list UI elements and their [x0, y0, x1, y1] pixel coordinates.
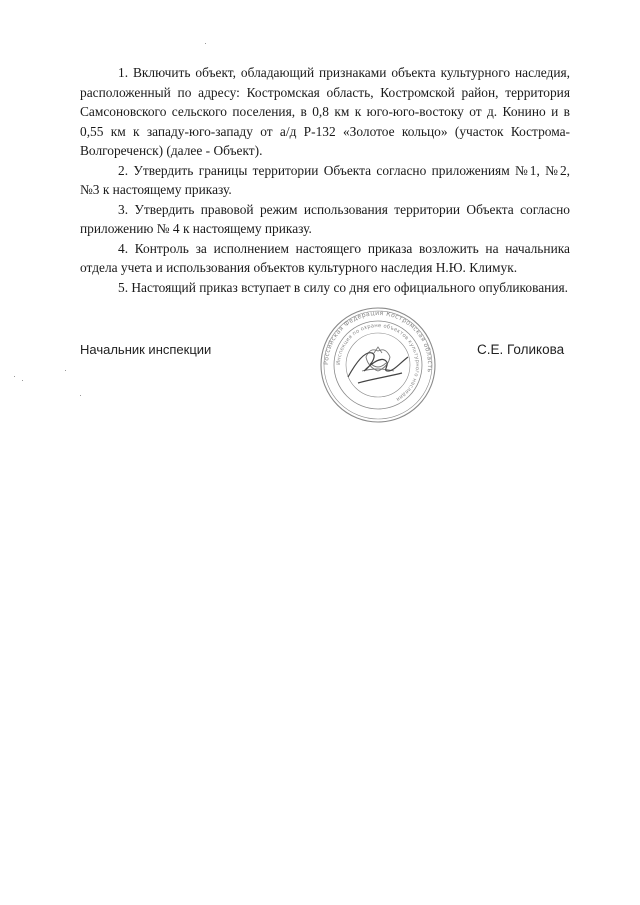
order-body [80, 63, 570, 297]
seal-inner-text: Инспекция по охране объектов культурного наследия [335, 322, 421, 403]
paragraph-3: 3. Утвердить правовой режим использования территории Объекта согласно приложению № 4 к настоящему приказу. [80, 201, 570, 236]
official-seal [318, 305, 438, 425]
paragraph-1: 1. Включить объект, обладающий признаками объекта культурного наследия, расположенный по адресу: Костромская область, Костромской район, территория Самсоновского сельского поселения, в 0,8 км к юго-юго-востоку от д. Конино и в 0,55 км к западу-юго-западу от а/д Р-132 «Золотое кольцо» (участок Кострома-Волгореченск) (далее - Объект). [80, 65, 570, 158]
svg-text:Инспекция по охране объектов к [336, 323, 420, 402]
signatory-title: Начальник инспекции [80, 342, 212, 357]
scan-speck [80, 395, 81, 396]
seal-outer-text: Российская Федерация Костромская область [322, 309, 434, 373]
scan-speck [205, 43, 206, 44]
coat-of-arms-emblem [362, 347, 394, 371]
paragraph-2: 2. Утвердить границы территории Объекта согласно приложениям №1, №2, №3 к настоящему приказу. [80, 162, 570, 197]
handwritten-signature [348, 353, 408, 383]
paragraph-4: 4. Контроль за исполнением настоящего приказа возложить на начальника отдела учета и использования объектов культурного наследия Н.Ю. Климук. [80, 240, 570, 275]
scan-speck [65, 370, 66, 371]
signatory-name: С.Е. Голикова [477, 342, 565, 357]
scan-speck [22, 380, 23, 381]
scan-speck [14, 376, 15, 377]
paragraph-5: 5. Настоящий приказ вступает в силу со дня его официального опубликования. [118, 279, 568, 295]
